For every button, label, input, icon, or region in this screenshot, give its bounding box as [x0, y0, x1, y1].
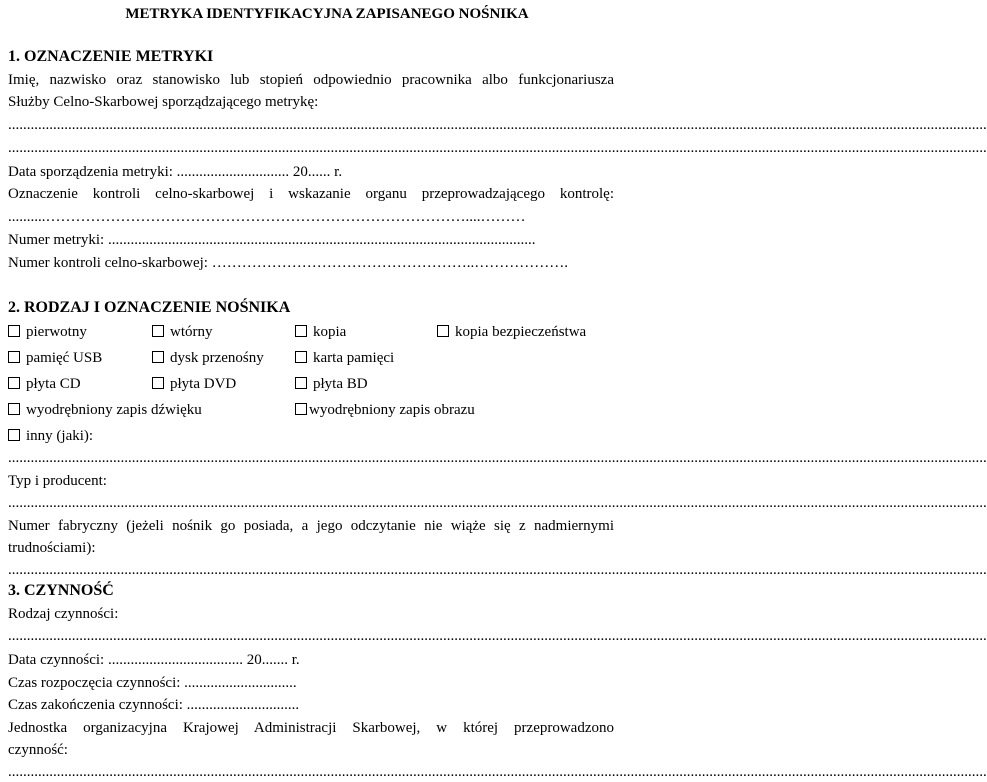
checkbox-plyta-dvd[interactable]	[152, 377, 164, 389]
section-2-heading: 2. RODZAJ I OZNACZENIE NOŚNIKA	[8, 299, 291, 316]
checkbox-pamiec-usb[interactable]	[8, 351, 20, 363]
checkbox-zapis-obrazu[interactable]	[295, 403, 307, 415]
option-label: wyodrębniony zapis obrazu	[309, 402, 475, 418]
option-plyta-bd[interactable]	[295, 375, 368, 393]
option-label: płyta BD	[313, 376, 368, 392]
option-label: płyta DVD	[170, 376, 237, 392]
option-label: kopia	[313, 324, 347, 340]
activity-start-field[interactable]: Czas rozpoczęcia czynności: ..............................	[8, 675, 297, 691]
option-label: dysk przenośny	[170, 350, 264, 366]
unit-label-line-2: czynność:	[8, 742, 68, 758]
option-label: wyodrębniony zapis dźwięku	[26, 402, 202, 418]
author-fill-line-2[interactable]: .....................................................................................................................................................................................................................................................................	[8, 140, 987, 156]
author-label-line-2: Służby Celno-Skarbowej sporządzającego metrykę:	[8, 94, 319, 110]
option-pamiec-usb[interactable]	[8, 349, 102, 367]
option-dysk-przenosny[interactable]	[152, 349, 264, 367]
checkbox-zapis-dzwieku[interactable]	[8, 403, 20, 415]
unit-fill-line[interactable]: .....................................................................................................................................................................................................................................................................	[8, 764, 987, 780]
option-karta-pamieci[interactable]	[295, 349, 394, 367]
section-1-heading: 1. OZNACZENIE METRYKI	[8, 48, 214, 65]
option-label: pierwotny	[26, 324, 87, 340]
option-zapis-obrazu[interactable]	[295, 401, 475, 419]
checkbox-wtorny[interactable]	[152, 325, 164, 337]
control-fill-line[interactable]: ..........…………………………………………………………………………....………	[8, 209, 526, 225]
checkbox-pierwotny[interactable]	[8, 325, 20, 337]
checkbox-inny[interactable]	[8, 429, 20, 441]
checkbox-kopia-bezpieczenstwa[interactable]	[437, 325, 449, 337]
checkbox-plyta-bd[interactable]	[295, 377, 307, 389]
option-plyta-dvd[interactable]	[152, 375, 236, 393]
option-kopia[interactable]	[295, 323, 346, 341]
section-3-heading: 3. CZYNNOŚĆ	[8, 582, 114, 599]
option-label: inny (jaki):	[26, 428, 94, 444]
control-number-field[interactable]: Numer kontroli celno-skarbowej: ……………………………………………..……………….	[8, 255, 568, 271]
serial-number-label-line-2: trudnościami):	[8, 540, 96, 556]
other-fill-line[interactable]: .....................................................................................................................................................................................................................................................................	[8, 450, 987, 466]
checkbox-dysk-przenosny[interactable]	[152, 351, 164, 363]
option-kopia-bezpieczenstwa[interactable]	[437, 323, 586, 341]
option-label: pamięć USB	[26, 350, 103, 366]
serial-number-label-line-1: Numer fabryczny (jeżeli nośnik go posiada, a jego odczytanie nie wiąże się z nadmiernymi	[8, 518, 614, 534]
type-producer-label: Typ i producent:	[8, 473, 107, 489]
option-pierwotny[interactable]	[8, 323, 87, 341]
checkbox-plyta-cd[interactable]	[8, 377, 20, 389]
option-label: karta pamięci	[313, 350, 395, 366]
activity-end-field[interactable]: Czas zakończenia czynności: ..............................	[8, 697, 300, 713]
option-wtorny[interactable]	[152, 323, 213, 341]
checkbox-kopia[interactable]	[295, 325, 307, 337]
option-inny[interactable]	[8, 427, 93, 445]
option-label: kopia bezpieczeństwa	[455, 324, 587, 340]
option-label: wtórny	[170, 324, 213, 340]
control-label: Oznaczenie kontroli celno-skarbowej i wskazanie organu przeprowadzającego kontrolę:	[8, 186, 614, 202]
activity-kind-label: Rodzaj czynności:	[8, 606, 119, 622]
author-label-line-1: Imię, nazwisko oraz stanowisko lub stopień odpowiednio pracownika albo funkcjonariusza	[8, 72, 614, 88]
activity-date-field[interactable]: Data czynności: .................................... 20....... r.	[8, 652, 300, 668]
option-label: płyta CD	[26, 376, 81, 392]
unit-label-line-1: Jednostka organizacyjna Krajowej Administracji Skarbowej, w której przeprowadzono	[8, 720, 614, 736]
creation-date-field[interactable]: Data sporządzenia metryki: .............................. 20...... r.	[8, 164, 343, 180]
option-plyta-cd[interactable]	[8, 375, 81, 393]
document-title: METRYKA IDENTYFIKACYJNA ZAPISANEGO NOŚNIKA	[125, 6, 529, 22]
activity-kind-fill-line[interactable]: .....................................................................................................................................................................................................................................................................	[8, 628, 987, 644]
serial-number-fill-line[interactable]: .....................................................................................................................................................................................................................................................................	[8, 562, 987, 578]
type-producer-fill-line[interactable]: .....................................................................................................................................................................................................................................................................	[8, 495, 987, 511]
metric-number-field[interactable]: Numer metryki: ..................................................................................................................	[8, 232, 536, 248]
author-fill-line-1[interactable]: .....................................................................................................................................................................................................................................................................	[8, 117, 987, 133]
checkbox-karta-pamieci[interactable]	[295, 351, 307, 363]
option-zapis-dzwieku[interactable]	[8, 401, 202, 419]
